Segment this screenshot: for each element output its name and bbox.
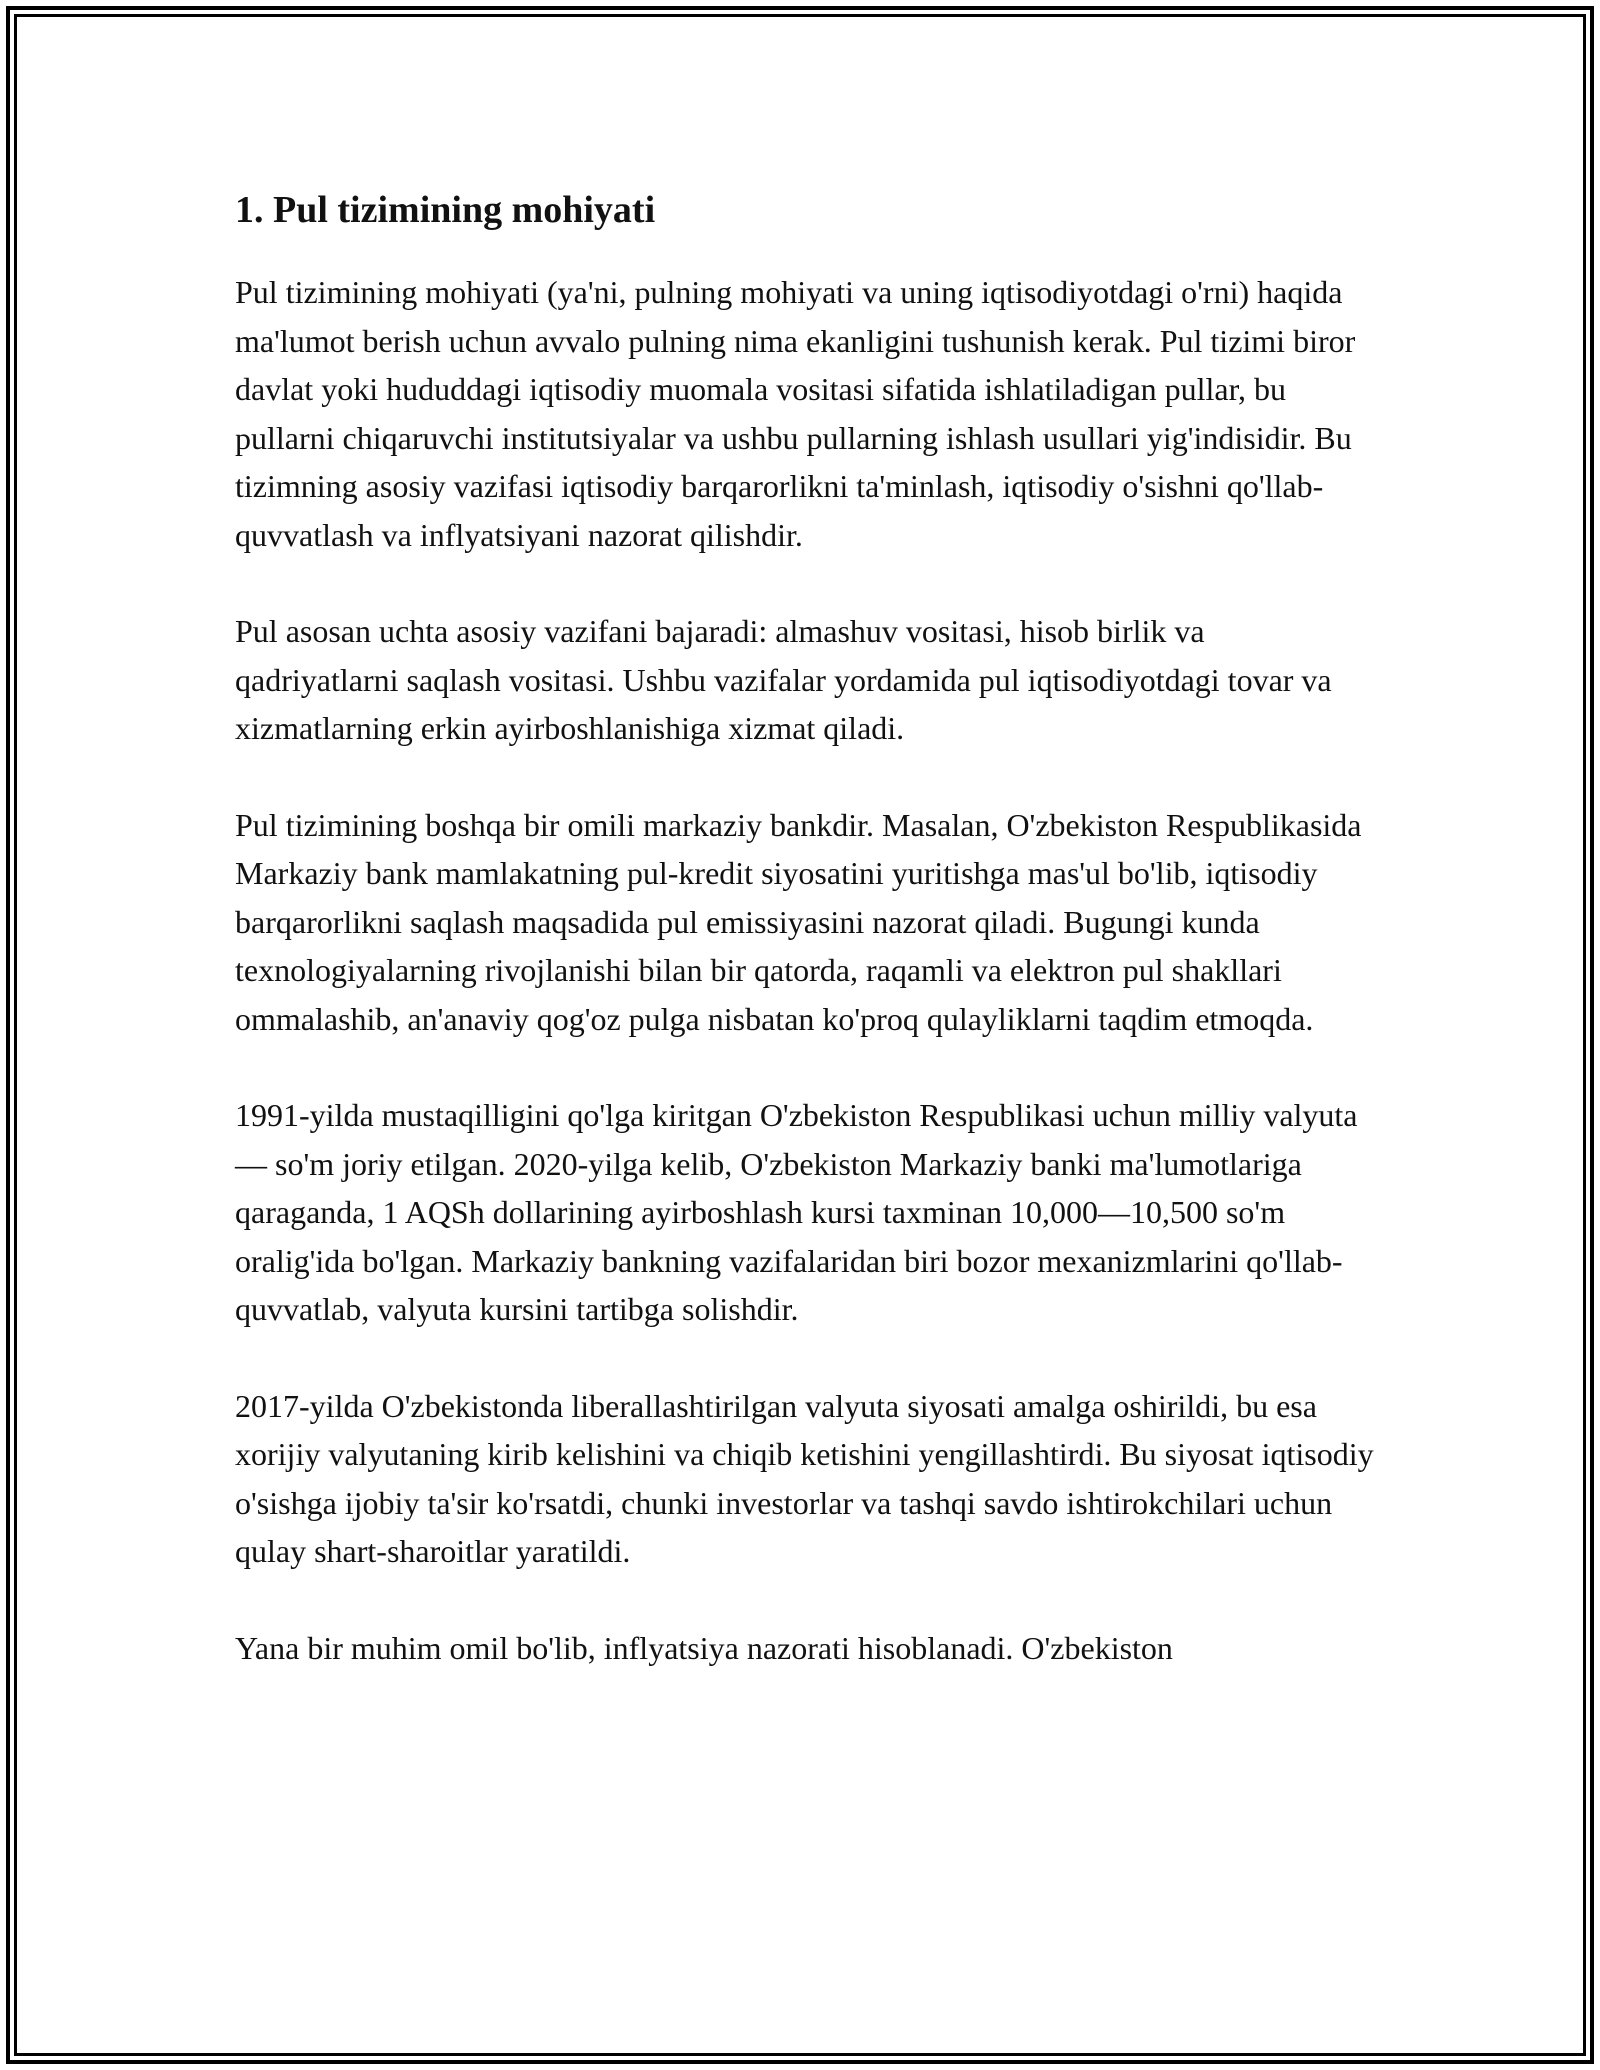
paragraph-inflyatsiya-nazorati: Yana bir muhim omil bo'lib, inflyatsiya nazorati hisoblanadi. O'zbekiston	[235, 1629, 1173, 1666]
document-body	[235, 180, 1375, 1720]
paragraph-pul-tizimi-mohiyati: Pul tizimining mohiyati (ya'ni, pulning mohiyati va uning iqtisodiyotdagi o'rni) haqida ma'lumot berish uchun avvalo pulning nima ekanligini tushunish kerak. Pul tizimi biror davlat yoki hududdagi iqtisodiy muomala vositasi sifatida ishlatiladigan pullar, bu pullarni chiqaruvchi institutsiyalar va ushbu pullarning ishlash usullari yig'indisidir. Bu tizimning asosiy vazifasi iqtisodiy barqarorlikni ta'minlash, iqtisodiy o'sishni qo'llab-quvvatlash va inflyatsiyani nazorat qilishdir.	[235, 274, 1356, 553]
paragraph-markaziy-bank: Pul tizimining boshqa bir omili markaziy bankdir. Masalan, O'zbekiston Respublikasida Markaziy bank mamlakatning pul-kredit siyosatini yuritishga mas'ul bo'lib, iqtisodiy barqarorlikni saqlash maqsadida pul emissiyasini nazorat qiladi. Bugungi kunda texnologiyalarning rivojlanishi bilan bir qatorda, raqamli va elektron pul shakllari ommalashib, an'anaviy qog'oz pulga nisbatan ko'proq qulayliklarni taqdim etmoqda.	[235, 806, 1362, 1037]
paragraph-milliy-valyuta: 1991-yilda mustaqilligini qo'lga kiritgan O'zbekiston Respublikasi uchun milliy valyuta — so'm joriy etilgan. 2020-yilga kelib, O'zbekiston Markaziy banki ma'lumotlariga qaraganda, 1 AQSh dollarining ayirboshlash kursi taxminan 10,000—10,500 so'm oralig'ida bo'lgan. Markaziy bankning vazifalaridan biri bozor mexanizmlarini qo'llab-quvvatlab, valyuta kursini tartibga solishdir.	[235, 1097, 1358, 1327]
paragraph-pul-vazifalari: Pul asosan uchta asosiy vazifani bajaradi: almashuv vositasi, hisob birlik va qadriyatlarni saqlash vositasi. Ushbu vazifalar yordamida pul iqtisodiyotdagi tovar va xizmatlarning erkin ayirboshlanishiga xizmat qiladi.	[235, 613, 1332, 746]
section-heading: 1. Pul tizimining mohiyati	[235, 189, 656, 231]
paragraph-valyuta-siyosati: 2017-yilda O'zbekistonda liberallashtirilgan valyuta siyosati amalga oshirildi, bu esa xorijiy valyutaning kirib kelishini va chiqib ketishini yengillashtirdi. Bu siyosat iqtisodiy o'sishga ijobiy ta'sir ko'rsatdi, chunki investorlar va tashqi savdo ishtirokchilari uchun qulay shart-sharoitlar yaratildi.	[235, 1387, 1374, 1569]
